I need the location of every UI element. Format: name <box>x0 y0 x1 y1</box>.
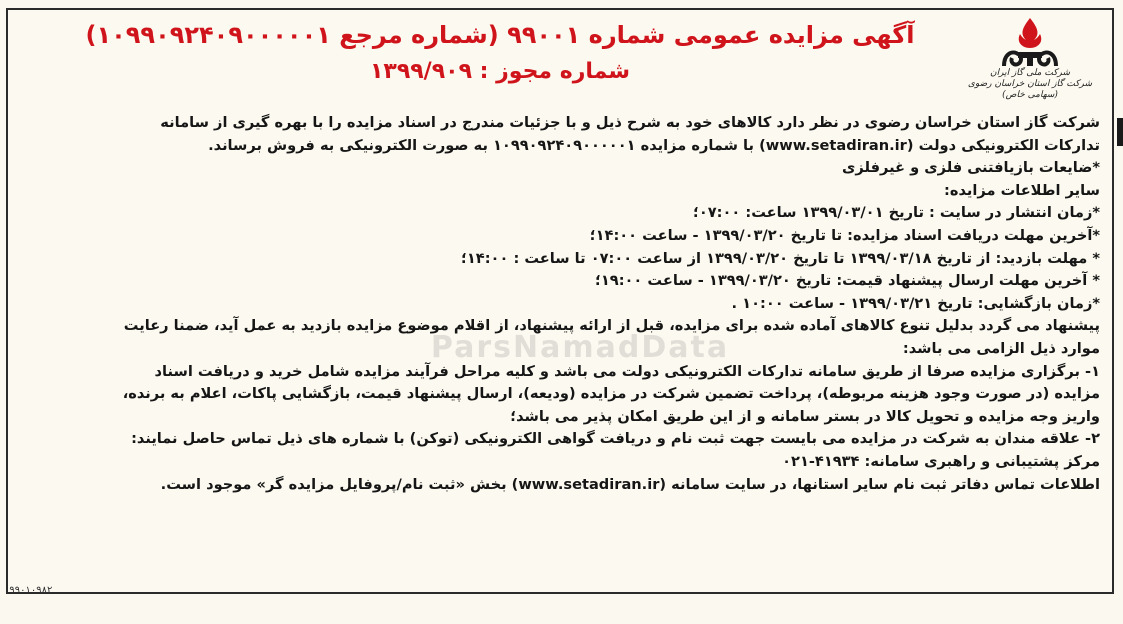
body-line: مزایده (در صورت وجود هزینه مربوطه)، پرداخت تضمین شرکت در مزایده (ودیعه)، ارسال پیشنهاد قیمت، بازگشایی پاکات، اعلام به برنده، <box>122 385 1100 403</box>
body-line: شرکت گاز استان خراسان رضوی در نظر دارد کالاهای خود به شرح ذیل و با جزئیات مندرج در اسناد مزایده را با بهره گیری از سامانه <box>160 114 1100 131</box>
body-line: ۲- علاقه مندان به شرکت در مزایده می بایست جهت ثبت نام و دریافت گواهی الکترونیکی (توکن) با شماره های ذیل تماس حاصل نمایند: <box>131 430 1100 448</box>
logo-text-2: شرکت گاز استان خراسان رضوی (سهامی خاص) <box>967 79 1093 100</box>
body-line: مرکز پشتیبانی و راهبری سامانه: ۴۱۹۳۴-۰۲۱ <box>782 452 1100 470</box>
body-line: تدارکات الکترونیکی دولت (www.setadiran.ir) با شماره مزایده ۱۰۹۹۰۹۲۴۰۹۰۰۰۰۰۱ به صورت الکترونیکی به فروش برساند. <box>208 136 1100 154</box>
body-line: واریز وجه مزایده و تحویل کالا در بستر سامانه و از این طریق امکان پذیر می باشد؛ <box>510 407 1100 425</box>
reference-code: ۰۹۹۰۱۰۹۸۲ <box>4 585 53 596</box>
body-line: ۱- برگزاری مزایده صرفا از طریق سامانه تدارکات الکترونیکی دولت می باشد و کلیه مراحل فرآیند مزایده شامل خرید و دریافت اسناد <box>154 362 1100 380</box>
body-line: * آخرین مهلت ارسال پیشنهاد قیمت: تاریخ ۱۳۹۹/۰۳/۲۰ - ساعت ۱۹:۰۰؛ <box>595 272 1100 290</box>
body-line: * مهلت بازدید: از تاریخ ۱۳۹۹/۰۳/۱۸ تا تاریخ ۱۳۹۹/۰۳/۲۰ از ساعت ۰۷:۰۰ تا ساعت : ۱۴:۰۰؛ <box>461 249 1100 267</box>
permit-number: شماره مجوز : ۱۳۹۹/۹۰۹ <box>369 59 631 84</box>
body-line: موارد ذیل الزامی می باشد: <box>902 339 1100 357</box>
body-line: سایر اطلاعات مزایده: <box>944 181 1100 199</box>
body-line: پیشنهاد می گردد بدلیل تنوع کالاهای آماده شده برای مزایده، قبل از ارائه پیشنهاد، از اقلام موضوع مزایده بازدید به عمل آید، ضمنا رعایت <box>123 317 1100 335</box>
watermark: ParsNamadData <box>430 330 730 365</box>
notice-title: آگهی مزایده عمومی شماره ۹۹۰۰۱ (شماره مرجع ۱۰۹۹۰۹۲۴۰۹۰۰۰۰۰۱) <box>85 21 915 49</box>
body-line: *ضایعات بازیافتنی فلزی و غیرفلزی <box>842 159 1100 177</box>
body-line: *آخرین مهلت دریافت اسناد مزایده: تا تاریخ ۱۳۹۹/۰۳/۲۰ - ساعت ۱۴:۰۰؛ <box>589 226 1100 244</box>
logo-text-1: شرکت ملی گاز ایران <box>990 68 1070 78</box>
body-line: اطلاعات تماس دفاتر ثبت نام سایر استانها، در سایت سامانه (www.setadiran.ir) بخش «ثبت نام/پروفایل مزایده گر» موجود است. <box>160 475 1100 493</box>
company-logo <box>966 16 1094 100</box>
notice-header <box>10 14 1098 104</box>
gas-flame-logo-icon <box>998 16 1062 68</box>
notice-body <box>18 112 1100 496</box>
edge-mark <box>1117 118 1123 146</box>
body-line: *زمان انتشار در سایت : تاریخ ۱۳۹۹/۰۳/۰۱ ساعت: ۰۷:۰۰؛ <box>693 204 1100 222</box>
body-line: *زمان بازگشایی: تاریخ ۱۳۹۹/۰۳/۲۱ - ساعت ۱۰:۰۰ . <box>731 294 1100 312</box>
